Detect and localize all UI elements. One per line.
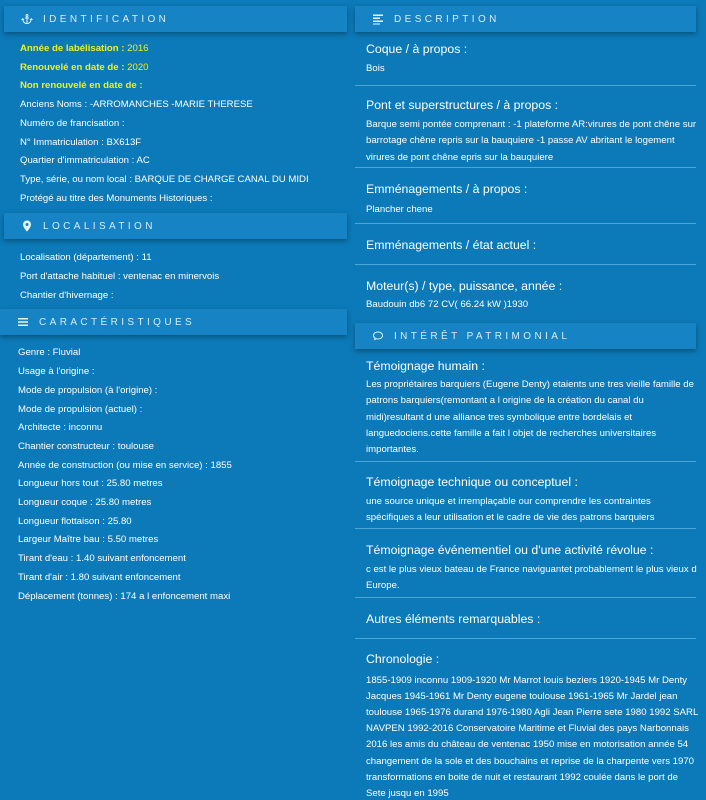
description-block-title: Emménagements / à propos : bbox=[366, 181, 528, 196]
caracteristiques-row: Chantier constructeur : toulouse bbox=[18, 440, 154, 452]
identification-row: Renouvelé en date de : 2020 bbox=[20, 61, 149, 73]
localisation-row: Localisation (département) : 11 bbox=[20, 252, 152, 264]
caracteristiques-row: Tirant d'eau : 1.40 suivant enfoncement bbox=[18, 553, 186, 565]
interet-title: INTÉRÊT PATRIMONIAL bbox=[394, 330, 571, 342]
identification-row: Protégé au titre des Monuments Historiques : bbox=[20, 192, 213, 204]
caracteristiques-title: CARACTÉRISTIQUES bbox=[39, 316, 196, 328]
description-block-text: Plancher chene bbox=[366, 203, 433, 215]
description-block bbox=[351, 86, 706, 166]
interet-block-text: 1855-1909 inconnu 1909-1920 Mr Marrot louis beziers 1920-1945 Mr Denty Jacques 1945-1961 Mr Denty eugene toulouse 1961-1965 Mr Jardel jean toulouse 1965-1976 durand 1976-1980 Agli Jean Pierre sete 1980 1992 SARL NAVPEN 1992-2016 Conservatoire Maritime et Fluvial des pays Narbonnais 2016 les amis du château de ventenac 1950 mise en motorisation année 54 changement de la sole et des bouchains et reprise de la charpente vers 1970 transformations en boite de nuit et restaurant 1992 coulée dans le port de Sete jusqu en 1995 bbox=[366, 675, 698, 799]
description-block bbox=[351, 224, 706, 253]
sliders-icon bbox=[16, 315, 30, 329]
identification-row: N° Immatriculation : BX613F bbox=[20, 136, 142, 148]
description-block-text: Baudouin db6 72 CV( 66.24 kW )1930 bbox=[366, 299, 529, 311]
right-column bbox=[351, 0, 706, 800]
interet-block-text: c est le plus vieux bateau de France naviguantet probablement le plus vieux d Europe. bbox=[366, 563, 697, 591]
caracteristiques-row: Usage à l'origine : bbox=[18, 366, 95, 378]
caracteristiques-row: Tirant d'air : 1.80 suivant enfoncement bbox=[18, 571, 181, 583]
description-block-text: Bois bbox=[366, 63, 385, 74]
interet-block-text: une source unique et irremplaçable our comprendre les contraintes spécifiques a leur utilisation et le cadre de vie des patrons barquiers bbox=[366, 496, 655, 524]
interet-block bbox=[351, 349, 706, 458]
interet-block-title: Témoignage événementiel ou d'une activité révolue : bbox=[366, 542, 654, 557]
interet-block-title: Autres éléments remarquables : bbox=[366, 612, 541, 627]
caracteristiques-row: Mode de propulsion (à l'origine) : bbox=[18, 384, 158, 396]
localisation-row: Chantier d'hivernage : bbox=[20, 289, 114, 301]
caracteristiques-row: Largeur Maître bau : 5.50 metres bbox=[18, 534, 159, 546]
caracteristiques-row: Mode de propulsion (actuel) : bbox=[18, 403, 143, 415]
description-block-title: Moteur(s) / type, puissance, année : bbox=[366, 279, 563, 294]
speech-bubble-icon bbox=[371, 329, 385, 343]
description-title: DESCRIPTION bbox=[394, 13, 500, 25]
description-block-title: Emménagements / état actuel : bbox=[366, 238, 537, 253]
identification-title: IDENTIFICATION bbox=[43, 13, 170, 25]
caracteristiques-row: Architecte : inconnu bbox=[18, 422, 103, 434]
localisation-title: LOCALISATION bbox=[43, 220, 156, 232]
identification-row: Numéro de francisation : bbox=[20, 117, 125, 129]
caracteristiques-row: Longueur hors tout : 25.80 metres bbox=[18, 478, 163, 490]
description-block bbox=[351, 265, 706, 313]
identification-row: Quartier d'immatriculation : AC bbox=[20, 155, 150, 167]
description-block bbox=[351, 168, 706, 218]
interet-block bbox=[351, 462, 706, 526]
identification-list bbox=[0, 32, 351, 208]
left-column bbox=[0, 0, 351, 606]
description-block bbox=[351, 32, 706, 77]
interet-block bbox=[351, 598, 706, 627]
caracteristiques-row: Longueur coque : 25.80 metres bbox=[18, 497, 152, 509]
localisation-list bbox=[0, 239, 351, 305]
description-block-title: Pont et superstructures / à propos : bbox=[366, 98, 559, 113]
interet-block-text: Les propriétaires barquiers (Eugene Denty) etaients une tres vieille famille de patrons barquiers(remontant a l origine de la création du canal du midi)resultant d une alliance tres symbolique entre bordelais et languedociens.cette famille a fait l objet de recherches universitaires importantes. bbox=[366, 379, 694, 456]
interet-block-title: Témoignage technique ou conceptuel : bbox=[366, 475, 578, 490]
localisation-row: Port d'attache habituel : ventenac en minervois bbox=[20, 271, 220, 283]
identification-row: Type, série, ou nom local : BARQUE DE CHARGE CANAL DU MIDI bbox=[20, 173, 309, 185]
identification-row: Non renouvelé en date de : bbox=[20, 80, 143, 92]
caracteristiques-row: Année de construction (ou mise en service) : 1855 bbox=[18, 459, 232, 471]
interet-block-title: Témoignage humain : bbox=[366, 359, 485, 374]
map-pin-icon bbox=[20, 219, 34, 233]
identification-row: Année de labélisation : 2016 bbox=[20, 43, 149, 54]
interet-block-title: Chronologie : bbox=[366, 652, 440, 667]
caracteristiques-row: Déplacement (tonnes) : 174 a l enfoncement maxi bbox=[18, 590, 231, 602]
identification-row: Anciens Noms : -ARROMANCHES -MARIE THERESE bbox=[20, 99, 253, 111]
description-block-title: Coque / à propos : bbox=[366, 42, 468, 56]
description-header bbox=[355, 6, 696, 32]
localisation-header bbox=[4, 213, 347, 239]
align-left-icon bbox=[371, 12, 385, 26]
identification-header bbox=[4, 6, 347, 32]
anchor-icon bbox=[20, 12, 34, 26]
interet-header bbox=[355, 323, 696, 349]
caracteristiques-list bbox=[0, 335, 351, 606]
caracteristiques-row: Genre : Fluvial bbox=[18, 347, 81, 359]
description-block-text: Barque semi pontée comprenant : -1 plateforme AR:virures de pont chêne sur barrotage chêne repris sur la bauquiere -1 passe AV abritant le logement virures de pont chêne epris sur la bauquiere bbox=[366, 119, 697, 163]
caracteristiques-header bbox=[0, 309, 347, 335]
interet-block bbox=[351, 639, 706, 800]
caracteristiques-row: Longueur flottaison : 25.80 bbox=[18, 515, 132, 527]
interet-block bbox=[351, 529, 706, 594]
